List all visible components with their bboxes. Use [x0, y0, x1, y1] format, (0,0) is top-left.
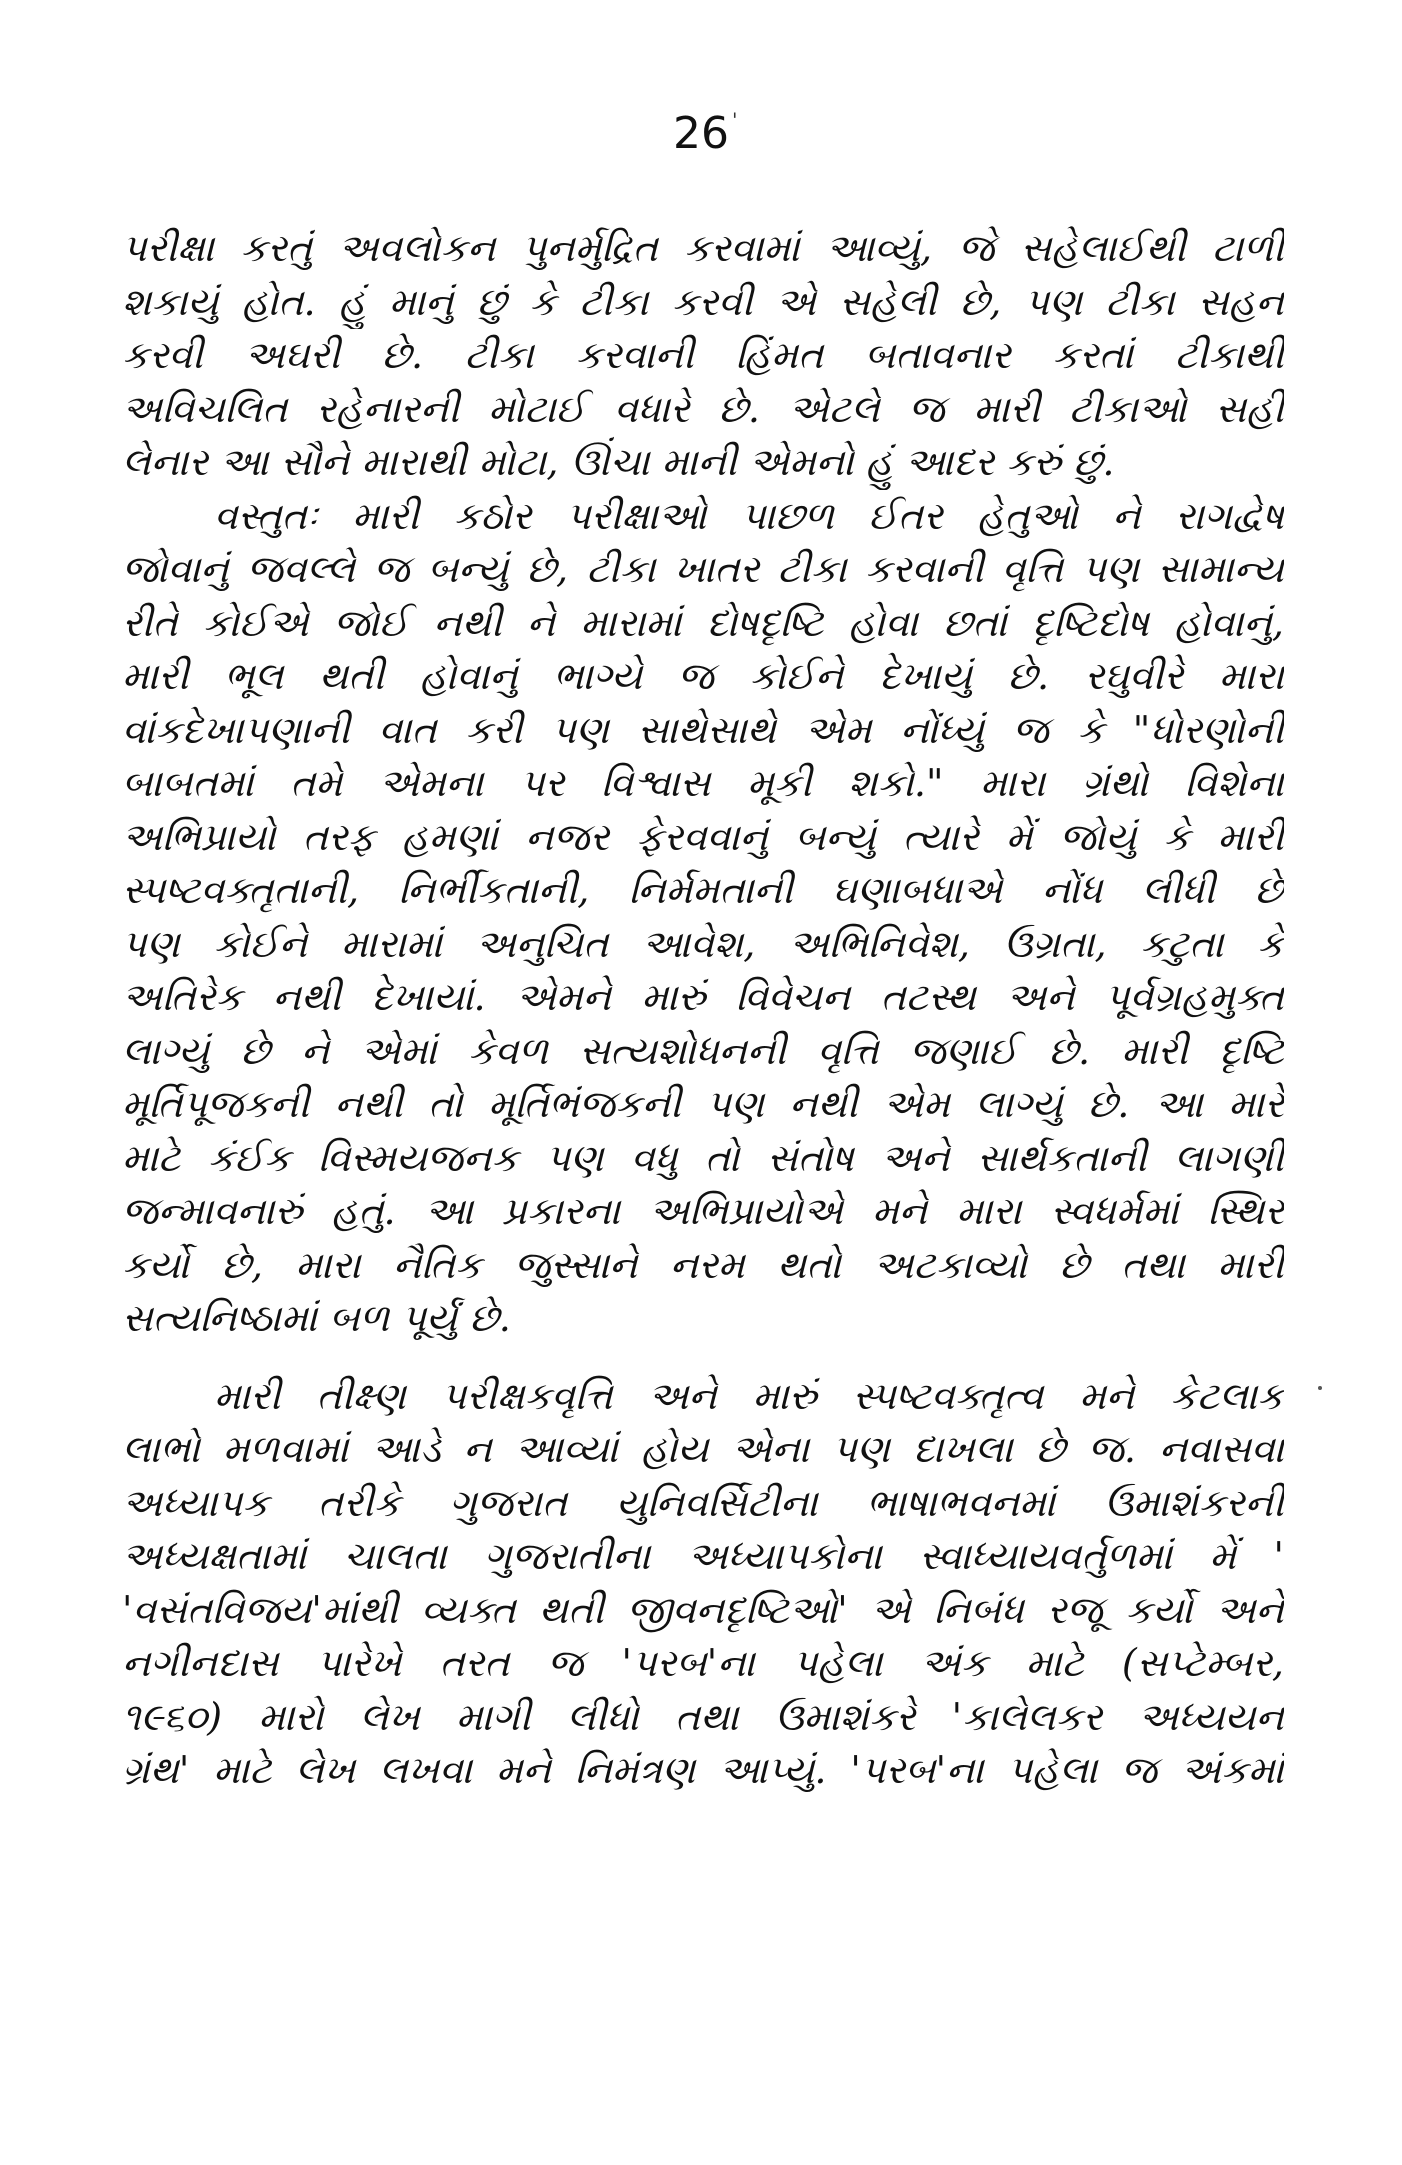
text-line: બાબતમાં તમે એમના પર વિશ્વાસ મૂકી શકો." મારા ગ્રંથો વિશેના — [122, 761, 1284, 805]
text-line: 'વસંતવિજય'માંથી વ્યક્ત થતી જીવનદૃષ્ટિઓ' એ નિબંધ રજૂ કર્યો અને — [122, 1587, 1284, 1632]
text-line: સત્યનિષ્ઠામાં બળ પૂર્યું છે. — [122, 1296, 511, 1340]
paragraph — [122, 1370, 1284, 1798]
text-line: પણ કોઈને મારામાં અનુચિત આવેશ, અભિનિવેશ, ઉગ્રતા, કટુતા કે — [122, 921, 1284, 966]
text-line: કરવી અઘરી છે. ટીકા કરવાની હિંમત બતાવનાર કરતાં ટીકાથી — [122, 333, 1284, 377]
text-line: અભિપ્રાયો તરફ હમણાં નજર ફેરવવાનું બન્યું ત્યારે મેં જોયું કે મારી — [122, 814, 1284, 859]
paragraph-gap — [122, 1346, 1284, 1370]
text-line: કર્યો છે, મારા નૈતિક જુસ્સાને નરમ થતો અટકાવ્યો છે તથા મારી — [122, 1242, 1284, 1287]
page-body — [122, 222, 1284, 1798]
text-line: સ્પષ્ટવક્તૃતાની, નિર્ભીકતાની, નિર્મમતાની ઘણાબધાએ નોંધ લીધી છે — [122, 868, 1284, 912]
text-line: જોવાનું જવલ્લે જ બન્યું છે, ટીકા ખાતર ટીકા કરવાની વૃત્તિ પણ સામાન્ય — [122, 547, 1284, 591]
text-line: ૧૯૬૦) મારો લેખ માગી લીધો તથા ઉમાશંકરે 'કાલેલકર અધ્યયન — [122, 1694, 1284, 1739]
text-line: જન્માવનારું હતું. આ પ્રકારના અભિપ્રાયોએ મને મારા સ્વધર્મમાં સ્થિર — [122, 1189, 1284, 1233]
text-line: મારી તીક્ષ્ણ પરીક્ષકવૃત્તિ અને મારું સ્પષ્ટવક્તૃત્વ મને કેટલાક — [214, 1373, 1284, 1418]
text-line: લેનાર આ સૌને મારાથી મોટા, ઊંચા માની એમનો હું આદર કરું છું. — [122, 440, 1115, 484]
page-number: 26 — [673, 108, 729, 159]
text-line: વસ્તુતઃ મારી કઠોર પરીક્ષાઓ પાછળ ઈતર હેતુઓ ને રાગદ્વેષ — [214, 493, 1284, 538]
paragraph — [122, 490, 1284, 1346]
text-line: વાંકદેખાપણાની વાત કરી પણ સાથેસાથે એમ નોંધ્યું જ કે "ધોરણોની — [122, 707, 1284, 752]
text-line: મૂર્તિપૂજકની નથી તો મૂર્તિભંજકની પણ નથી એમ લાગ્યું છે. આ મારે — [122, 1082, 1284, 1126]
text-line: ગ્રંથ' માટે લેખ લખવા મને નિમંત્રણ આપ્યું. 'પરબ'ના પહેલા જ અંકમાં — [122, 1748, 1284, 1792]
text-line: અતિરેક નથી દેખાયાં. એમને મારું વિવેચન તટસ્થ અને પૂર્વગ્રહમુક્ત — [122, 975, 1284, 1019]
text-line: મારી ભૂલ થતી હોવાનું ભાગ્યે જ કોઈને દેખાયું છે. રઘુવીરે મારા — [122, 654, 1284, 698]
text-line: માટે કંઈક વિસ્મયજનક પણ વધુ તો સંતોષ અને સાર્થકતાની લાગણી — [122, 1135, 1284, 1180]
text-line: નગીનદાસ પારેખે તરત જ 'પરબ'ના પહેલા અંક માટે (સપ્ટેમ્બર, — [122, 1641, 1284, 1685]
scan-speck — [1318, 1386, 1322, 1390]
text-line: રીતે કોઈએ જોઈ નથી ને મારામાં દોષદૃષ્ટિ હોવા છતાં દૃષ્ટિદોષ હોવાનું, — [122, 600, 1284, 645]
text-line: લાગ્યું છે ને એમાં કેવળ સત્યશોધનની વૃત્તિ જણાઈ છે. મારી દૃષ્ટિ — [122, 1028, 1284, 1073]
text-line: લાભો મળવામાં આડે ન આવ્યાં હોય એના પણ દાખલા છે જ. નવાસવા — [122, 1427, 1284, 1471]
paragraph — [122, 222, 1284, 490]
text-line: અધ્યાપક તરીકે ગુજરાત યુનિવર્સિટીના ભાષાભવનમાં ઉમાશંકરની — [122, 1480, 1284, 1525]
text-line: પરીક્ષા કરતું અવલોકન પુનર્મુદ્રિત કરવામાં આવ્યું, જે સહેલાઈથી ટાળી — [122, 226, 1284, 270]
text-line: શકાયું હોત. હું માનું છું કે ટીકા કરવી એ સહેલી છે, પણ ટીકા સહન — [122, 279, 1284, 324]
text-line: અવિચલિત રહેનારની મોટાઈ વધારે છે. એટલે જ મારી ટીકાઓ સહી — [122, 386, 1284, 431]
page-mark: ' — [732, 108, 738, 132]
text-line: અધ્યક્ષતામાં ચાલતા ગુજરાતીના અધ્યાપકોના સ્વાધ્યાયવર્તુળમાં મેં ' — [122, 1534, 1284, 1578]
